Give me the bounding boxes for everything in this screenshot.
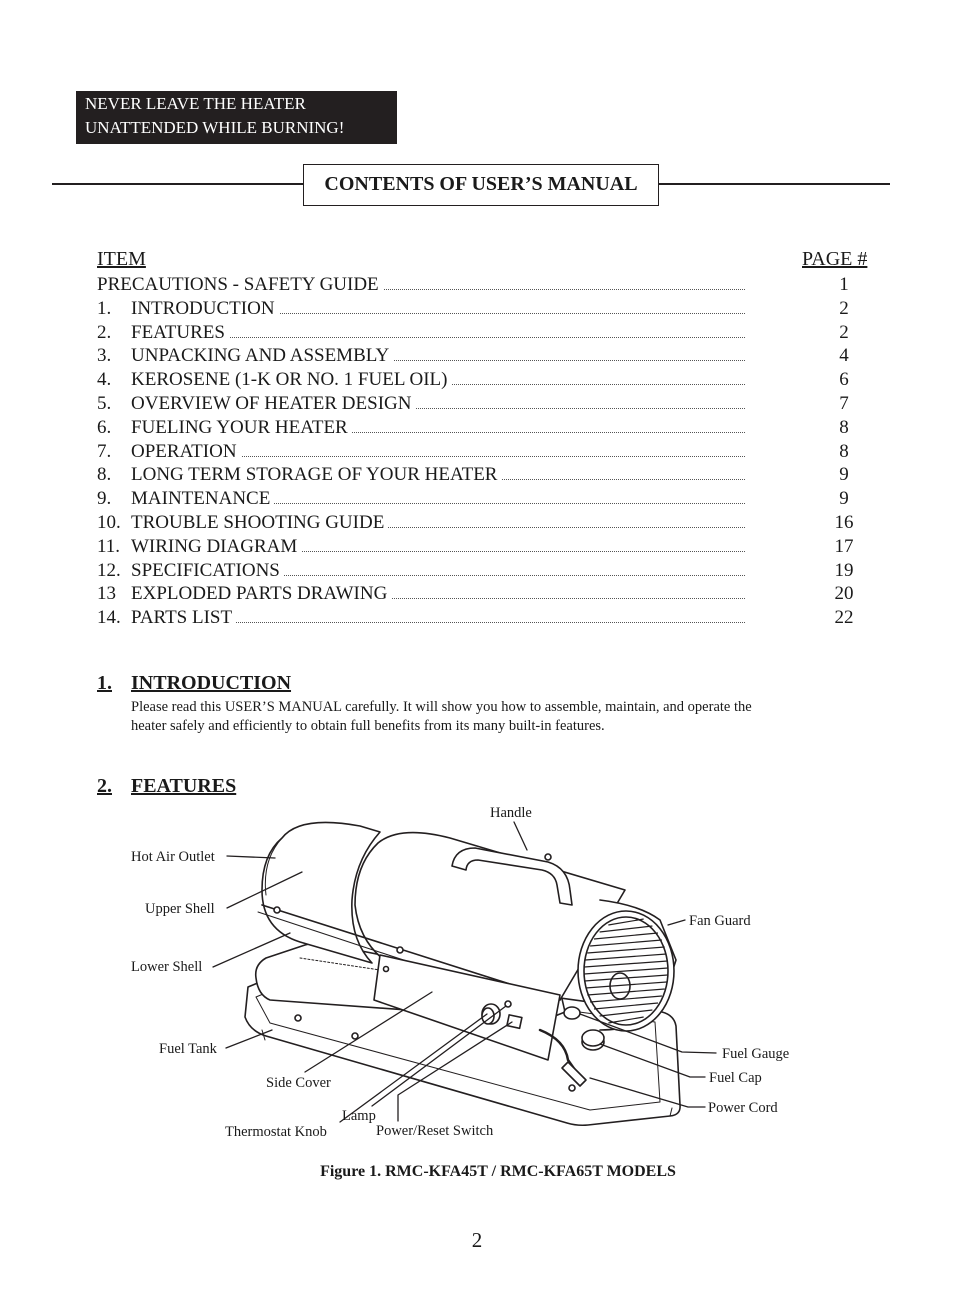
toc-row-page: 1 <box>839 274 849 295</box>
toc-row-label: WIRING DIAGRAM <box>131 536 301 558</box>
toc-row-page: 2 <box>839 297 849 319</box>
page-number: 2 <box>471 1228 483 1252</box>
label-lower-shell: Lower Shell <box>131 959 203 975</box>
toc-row-number: 10. <box>97 512 121 533</box>
toc-row-page: 19 <box>834 559 854 581</box>
toc-row-label: TROUBLE SHOOTING GUIDE <box>131 512 388 534</box>
warning-line-1: NEVER LEAVE THE HEATER <box>85 94 306 113</box>
toc-row-page: 8 <box>839 416 849 438</box>
contents-title: CONTENTS OF USER’S MANUAL <box>303 164 659 206</box>
toc-row-page: 20 <box>834 583 854 605</box>
toc-row-label: SPECIFICATIONS <box>131 560 284 582</box>
toc-row-number: 4. <box>97 369 112 391</box>
warning-line-2: UNATTENDED WHILE BURNING! <box>85 118 345 137</box>
features-title: FEATURES <box>131 775 237 797</box>
toc-row-number: 6. <box>97 416 112 438</box>
label-fan-guard: Fan Guard <box>689 913 751 929</box>
introduction-number: 1. <box>97 672 112 694</box>
label-upper-shell: Upper Shell <box>145 901 215 917</box>
toc-row-label: INTRODUCTION <box>131 298 279 320</box>
toc-row-number: 7. <box>97 440 112 462</box>
toc-row-number: 8. <box>97 464 112 486</box>
toc-row-label: FUELING YOUR HEATER <box>131 417 352 439</box>
label-fuel-tank: Fuel Tank <box>159 1041 217 1057</box>
toc-row-number: 5. <box>97 393 112 414</box>
toc-row-label: OVERVIEW OF HEATER DESIGN <box>131 393 415 415</box>
introduction-title: INTRODUCTION <box>131 672 292 694</box>
toc-row-label: UNPACKING AND ASSEMBLY <box>131 345 393 367</box>
toc-row-number: 9. <box>97 488 112 510</box>
toc-row-label: MAINTENANCE <box>131 488 274 510</box>
toc-row-page: 16 <box>834 512 854 533</box>
toc-row-page: 6 <box>839 369 849 391</box>
toc-row-label: KEROSENE (1-K OR NO. 1 FUEL OIL) <box>131 369 451 391</box>
toc-row-number: 14. <box>97 607 121 629</box>
toc-row-label: OPERATION <box>131 441 241 463</box>
label-thermostat-knob: Thermostat Knob <box>225 1124 327 1140</box>
toc-row-number: 12. <box>97 559 121 581</box>
toc-row-label: EXPLODED PARTS DRAWING <box>131 583 391 605</box>
toc-row-page: 9 <box>839 464 849 486</box>
toc-row-number: 11. <box>97 535 121 557</box>
toc-row-number: 13 <box>97 583 116 605</box>
label-handle: Handle <box>490 805 532 821</box>
toc-row-label: FEATURES <box>131 322 229 344</box>
toc-item-header: ITEM <box>97 248 146 270</box>
leader-handle <box>514 822 527 850</box>
toc-row-label: PRECAUTIONS - SAFETY GUIDE <box>97 274 383 296</box>
label-hot-air-outlet: Hot Air Outlet <box>131 849 215 865</box>
toc-row-label: LONG TERM STORAGE OF YOUR HEATER <box>131 464 501 486</box>
label-fuel-gauge: Fuel Gauge <box>722 1046 790 1062</box>
toc-row-page: 17 <box>834 535 854 557</box>
toc-row-page: 7 <box>839 393 849 414</box>
features-number: 2. <box>97 775 112 797</box>
toc-row-number: 1. <box>97 297 112 319</box>
toc-row-page: 8 <box>839 440 849 462</box>
introduction-line-2: heater safely and efficiently to obtain full benefits from its many built-in features. <box>131 718 605 734</box>
introduction-line-1: Please read this USER’S MANUAL carefully. It will show you how to assemble, maintain, and operate the <box>131 699 752 715</box>
power-reset-switch <box>507 1015 522 1028</box>
toc-row-number: 3. <box>97 345 112 367</box>
toc-page-header: PAGE # <box>802 248 868 270</box>
fuel-gauge <box>564 1007 580 1019</box>
toc-row-page: 4 <box>839 345 849 367</box>
label-power-reset-switch: Power/Reset Switch <box>376 1123 494 1139</box>
toc-row-page: 9 <box>839 488 849 510</box>
label-power-cord: Power Cord <box>708 1100 778 1116</box>
label-fuel-cap: Fuel Cap <box>709 1070 762 1086</box>
toc-row-page: 2 <box>839 321 849 343</box>
figure-caption: Figure 1. RMC-KFA45T / RMC-KFA65T MODELS <box>320 1163 676 1180</box>
toc-row-number: 2. <box>97 321 112 343</box>
leader-fan-guard <box>668 920 685 925</box>
label-lamp: Lamp <box>342 1108 376 1124</box>
label-side-cover: Side Cover <box>266 1075 331 1091</box>
toc-row-page: 22 <box>834 607 854 629</box>
toc-row-label: PARTS LIST <box>131 607 236 629</box>
